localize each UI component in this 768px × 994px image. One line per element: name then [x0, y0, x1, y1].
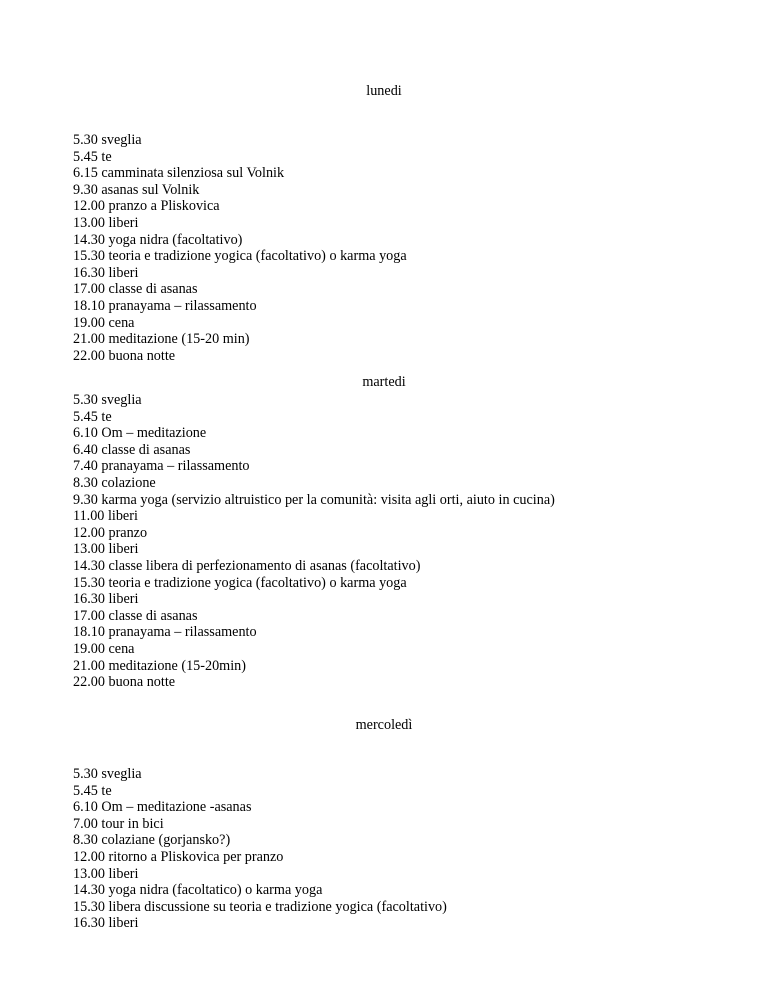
schedule-item: 12.00 pranzo [73, 524, 148, 541]
schedule-item: 12.00 ritorno a Pliskovica per pranzo [73, 848, 284, 865]
schedule-item: 16.30 liberi [73, 591, 139, 608]
schedule-item: 13.00 liberi [73, 541, 139, 558]
schedule-item: 5.45 te [73, 148, 112, 165]
schedule-item: 9.30 karma yoga (servizio altruistico per la comunità: visita agli orti, aiuto in cucina) [73, 491, 555, 508]
schedule-item: 13.00 liberi [73, 865, 139, 882]
schedule-item: 5.30 sveglia [73, 766, 142, 782]
schedule-item: 6.15 camminata silenziosa sul Volnik [73, 165, 285, 182]
schedule-item: 7.00 tour in bici [73, 815, 164, 832]
schedule-item: 5.45 te [73, 782, 112, 799]
schedule-item: 17.00 classe di asanas [73, 281, 198, 298]
schedule-item: 8.30 colazione [73, 474, 156, 491]
schedule-item: 21.00 meditazione (15-20 min) [73, 331, 250, 348]
schedule-item: 14.30 yoga nidra (facoltativo) [73, 231, 243, 248]
schedule-item: 9.30 asanas sul Volnik [73, 181, 200, 198]
schedule-list-mercoledi [73, 766, 447, 932]
schedule-item: 16.30 liberi [73, 915, 139, 932]
schedule-item: 18.10 pranayama – rilassamento [73, 297, 257, 314]
schedule-item: 22.00 buona notte [73, 347, 176, 364]
schedule-item: 5.45 te [73, 408, 112, 425]
schedule-item: 19.00 cena [73, 640, 135, 657]
schedule-item: 16.30 liberi [73, 264, 139, 281]
schedule-list-martedi [73, 392, 555, 691]
schedule-item: 18.10 pranayama – rilassamento [73, 624, 257, 641]
schedule-item: 15.30 teoria e tradizione yogica (facoltativo) o karma yoga [73, 248, 407, 265]
schedule-item: 6.10 Om – meditazione [73, 425, 207, 442]
schedule-item: 12.00 pranzo a Pliskovica [73, 198, 220, 215]
schedule-item: 13.00 liberi [73, 214, 139, 231]
schedule-item: 17.00 classe di asanas [73, 607, 198, 624]
schedule-item: 19.00 cena [73, 314, 135, 331]
schedule-item: 15.30 teoria e tradizione yogica (facoltativo) o karma yoga [73, 574, 407, 591]
schedule-item: 15.30 libera discussione su teoria e tradizione yogica (facoltativo) [73, 898, 447, 915]
schedule-item: 6.40 classe di asanas [73, 441, 191, 458]
schedule-item: 22.00 buona notte [73, 674, 176, 691]
day-title-martedi: martedi [362, 374, 406, 390]
schedule-item: 21.00 meditazione (15-20min) [73, 657, 246, 674]
schedule-item: 11.00 liberi [73, 508, 138, 525]
schedule-item: 5.30 sveglia [73, 132, 142, 148]
day-title-lunedi: lunedi [366, 83, 402, 99]
schedule-item: 7.40 pranayama – rilassamento [73, 458, 250, 475]
schedule-item: 8.30 colaziane (gorjansko?) [73, 832, 231, 849]
day-title-mercoledi: mercoledì [355, 717, 413, 733]
schedule-item: 14.30 yoga nidra (facoltatico) o karma yoga [73, 882, 323, 899]
schedule-item: 14.30 classe libera di perfezionamento di asanas (facoltativo) [73, 557, 421, 574]
schedule-item: 5.30 sveglia [73, 392, 142, 408]
schedule-item: 6.10 Om – meditazione -asanas [73, 799, 252, 816]
schedule-list-lunedi [73, 132, 407, 364]
